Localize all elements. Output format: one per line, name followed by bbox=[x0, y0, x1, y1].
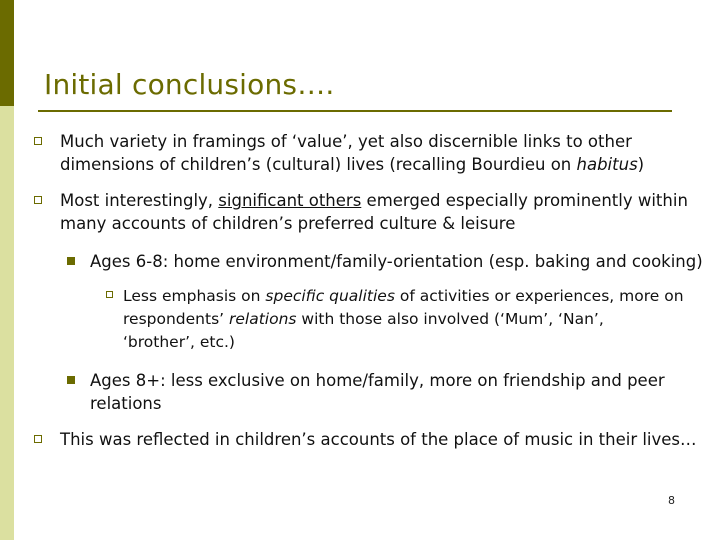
sub-sub-bullet-text bbox=[123, 285, 684, 354]
hollow-square-bullet-icon bbox=[34, 137, 42, 145]
bullet-item-2 bbox=[34, 189, 688, 235]
bullet-text-3: This was reflected in children’s accounts of the place of music in their lives… bbox=[60, 430, 697, 449]
title-underline bbox=[38, 110, 672, 112]
sub-sub-bullet-line-2: respondents’ relations with those also involved (‘Mum’, ‘Nan’, bbox=[123, 310, 604, 328]
sub-bullet-text-ages-8-plus bbox=[90, 369, 665, 415]
filled-square-bullet-icon bbox=[67, 376, 75, 384]
left-accent-bar-bottom bbox=[0, 106, 14, 540]
sub-bullet-8-line-2: relations bbox=[90, 394, 162, 413]
sub-bullet-ages-6-8 bbox=[67, 250, 703, 273]
bullet-2-line-2: many accounts of children’s preferred culture & leisure bbox=[60, 214, 516, 233]
sub-bullet-ages-8-plus bbox=[67, 369, 665, 415]
bullet-2-line-1: Most interestingly, significant others emerged especially prominently within bbox=[60, 191, 688, 210]
hollow-square-bullet-icon bbox=[34, 435, 42, 443]
hollow-square-bullet-icon bbox=[106, 291, 113, 298]
sub-bullet-8-line-1: Ages 8+: less exclusive on home/family, more on friendship and peer bbox=[90, 371, 665, 390]
sub-sub-bullet-line-1: Less emphasis on specific qualities of activities or experiences, more on bbox=[123, 287, 684, 305]
hollow-square-bullet-icon bbox=[34, 196, 42, 204]
sub-sub-bullet-line-3: ‘brother’, etc.) bbox=[123, 333, 235, 351]
left-accent-bar-top bbox=[0, 0, 14, 106]
bullet-text-2 bbox=[60, 189, 688, 235]
bullet-item-3 bbox=[34, 428, 697, 451]
sub-bullet-text-ages-6-8: Ages 6-8: home environment/family-orientation (esp. baking and cooking) bbox=[90, 252, 703, 271]
bullet-text-1 bbox=[60, 130, 644, 176]
page-number: 8 bbox=[668, 494, 675, 507]
bullet-1-line-2: dimensions of children’s (cultural) lives (recalling Bourdieu on habitus) bbox=[60, 155, 645, 174]
sub-sub-bullet-relations bbox=[106, 285, 684, 354]
slide-title: Initial conclusions…. bbox=[44, 68, 335, 101]
filled-square-bullet-icon bbox=[67, 257, 75, 265]
bullet-item-1 bbox=[34, 130, 644, 176]
bullet-1-line-1: Much variety in framings of ‘value’, yet also discernible links to other bbox=[60, 132, 632, 151]
